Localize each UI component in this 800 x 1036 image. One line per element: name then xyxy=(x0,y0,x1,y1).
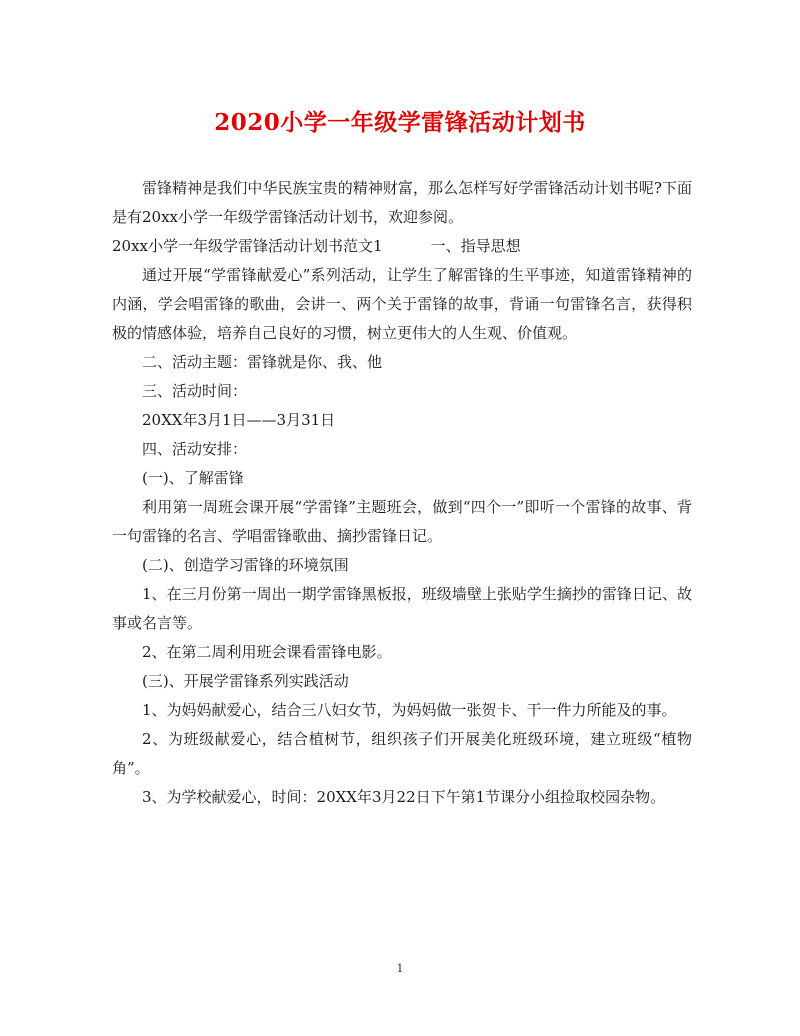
sample-heading: 20xx小学一年级学雷锋活动计划书范文1 xyxy=(112,237,383,255)
section2-heading: 二、活动主题：雷锋就是你、我、他 xyxy=(142,353,383,371)
intro-paragraph: 雷锋精神是我们中华民族宝贵的精神财富，那么怎样写好学雷锋活动计划书呢?下面是有20xx小学一年级学雷锋活动计划书，欢迎参阅。 xyxy=(112,179,692,226)
sub3-item-3: 3、为学校献爱心，时间：20XX年3月22日下午第1节课分小组捡取校园杂物。 xyxy=(142,788,666,806)
section1-heading: 一、指导思想 xyxy=(430,237,521,255)
page-number: 1 xyxy=(396,962,404,975)
sub2-item-2: 2、在第二周利用班会课看雷锋电影。 xyxy=(142,643,392,661)
section3-heading: 三、活动时间： xyxy=(142,382,248,400)
document-title: 2020小学一年级学雷锋活动计划书 xyxy=(214,109,586,136)
section1-paragraph: 通过开展“学雷锋献爱心”系列活动，让学生了解雷锋的生平事迹，知道雷锋精神的内涵，学会唱雷锋的歌曲，会讲一、两个关于雷锋的故事，背诵一句雷锋名言，获得积极的情感体验，培养自己良好的习惯，树立更伟大的人生观、价值观。 xyxy=(112,266,692,342)
sub1-heading: (一)、了解雷锋 xyxy=(142,469,244,487)
sub3-item-2: 2、为班级献爱心，结合植树节，组织孩子们开展美化班级环境，建立班级“植物角”。 xyxy=(112,730,692,777)
section4-heading: 四、活动安排： xyxy=(142,440,248,458)
sub3-heading: (三)、开展学雷锋系列实践活动 xyxy=(142,672,349,690)
sub1-paragraph: 利用第一周班会课开展“学雷锋”主题班会，做到“四个一”即听一个雷锋的故事、背一句雷锋的名言、学唱雷锋歌曲、摘抄雷锋日记。 xyxy=(112,498,692,545)
document-body xyxy=(112,174,692,812)
sample-heading-line xyxy=(112,232,692,261)
sub2-item-1: 1、在三月份第一周出一期学雷锋黑板报，班级墙壁上张贴学生摘抄的雷锋日记、故事或名言等。 xyxy=(112,585,692,632)
sub3-item-1: 1、为妈妈献爱心，结合三八妇女节，为妈妈做一张贺卡、干一件力所能及的事。 xyxy=(142,701,677,719)
section3-date: 20XX年3月1日——3月31日 xyxy=(142,411,336,429)
sub2-heading: (二)、创造学习雷锋的环境氛围 xyxy=(142,556,349,574)
